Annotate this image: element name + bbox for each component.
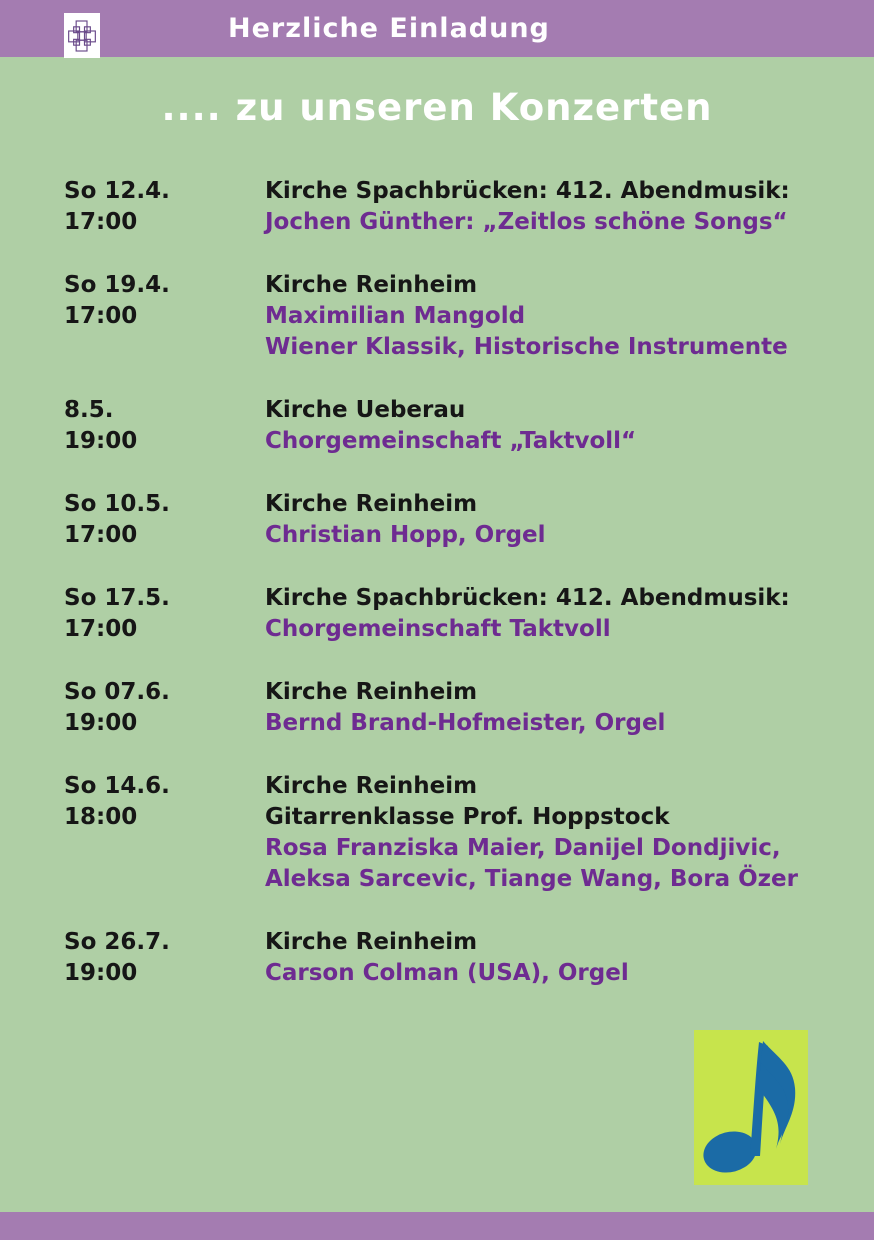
concert-list xyxy=(64,176,844,1021)
concert-time: 17:00 xyxy=(64,616,138,642)
venue-line: Kirche Reinheim xyxy=(265,272,478,298)
concert-time: 17:00 xyxy=(64,209,138,235)
concert-date: So 07.6. xyxy=(64,679,170,705)
page-title: .... zu unseren Konzerten xyxy=(161,86,713,129)
concert-date: So 19.4. xyxy=(64,272,170,298)
program-line: Jochen Günther: „Zeitlos schöne Songs“ xyxy=(265,209,788,235)
concert-date: So 17.5. xyxy=(64,585,170,611)
program-line: Bernd Brand-Hofmeister, Orgel xyxy=(265,710,666,736)
concert-row xyxy=(64,583,844,645)
concert-row xyxy=(64,395,844,457)
footer-bar xyxy=(0,1212,874,1240)
program-line: Chorgemeinschaft Taktvoll xyxy=(265,616,611,642)
concert-date: So 14.6. xyxy=(64,773,170,799)
concert-time: 19:00 xyxy=(64,428,138,454)
venue-line: Kirche Spachbrücken: 412. Abendmusik: xyxy=(265,178,790,204)
church-logo xyxy=(64,13,100,58)
program-line: Chorgemeinschaft „Taktvoll“ xyxy=(265,428,637,454)
concert-row xyxy=(64,771,844,895)
venue-line: Gitarrenklasse Prof. Hoppstock xyxy=(265,804,670,830)
concert-time: 19:00 xyxy=(64,710,138,736)
concert-time: 17:00 xyxy=(64,303,138,329)
program-line: Wiener Klassik, Historische Instrumente xyxy=(265,334,788,360)
program-line: Carson Colman (USA), Orgel xyxy=(265,960,629,986)
concert-row xyxy=(64,176,844,238)
venue-line: Kirche Reinheim xyxy=(265,929,478,955)
venue-line: Kirche Reinheim xyxy=(265,491,478,517)
concert-row xyxy=(64,270,844,363)
venue-line: Kirche Ueberau xyxy=(265,397,466,423)
concert-row xyxy=(64,489,844,551)
program-line: Rosa Franziska Maier, Danijel Dondjivic, xyxy=(265,835,781,861)
program-line: Aleksa Sarcevic, Tiange Wang, Bora Özer xyxy=(265,866,798,892)
concert-time: 19:00 xyxy=(64,960,138,986)
sixteenth-note-icon xyxy=(694,1030,808,1185)
cross-of-squares-icon xyxy=(67,17,97,55)
concert-date: 8.5. xyxy=(64,397,114,423)
concert-date: So 10.5. xyxy=(64,491,170,517)
venue-line: Kirche Reinheim xyxy=(265,773,478,799)
concert-row xyxy=(64,927,844,989)
concert-date: So 26.7. xyxy=(64,929,170,955)
concert-time: 18:00 xyxy=(64,804,138,830)
concert-date: So 12.4. xyxy=(64,178,170,204)
program-line: Christian Hopp, Orgel xyxy=(265,522,546,548)
concert-row xyxy=(64,677,844,739)
venue-line: Kirche Reinheim xyxy=(265,679,478,705)
music-note-image xyxy=(694,1030,808,1185)
venue-line: Kirche Spachbrücken: 412. Abendmusik: xyxy=(265,585,790,611)
concert-time: 17:00 xyxy=(64,522,138,548)
header-bar xyxy=(0,0,874,57)
program-line: Maximilian Mangold xyxy=(265,303,526,329)
header-title: Herzliche Einladung xyxy=(228,13,550,44)
